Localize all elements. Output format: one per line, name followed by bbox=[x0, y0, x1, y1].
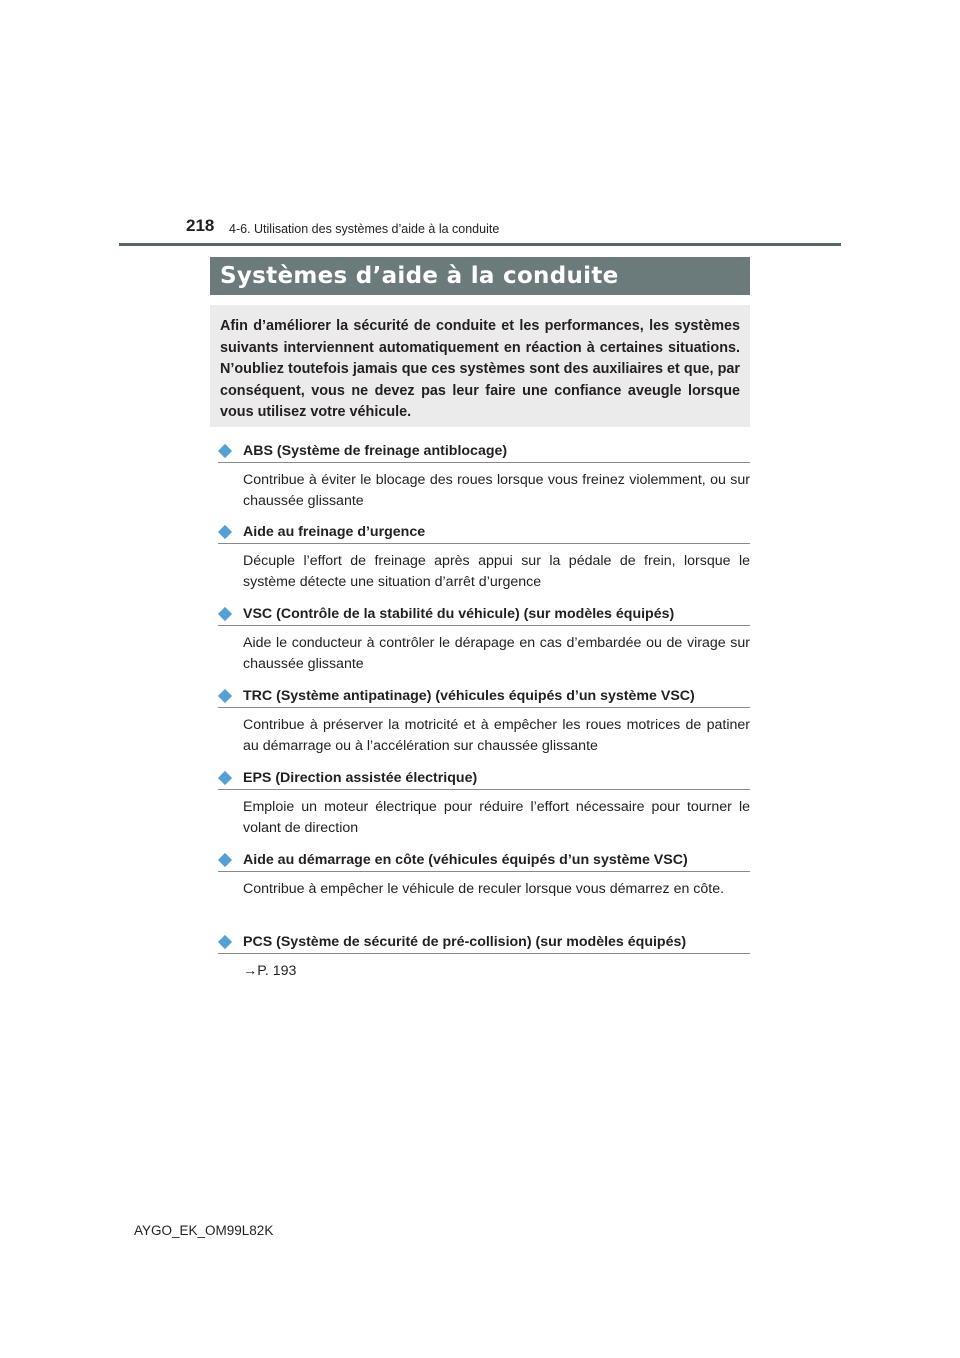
document-code: AYGO_EK_OM99L82K bbox=[134, 1223, 274, 1238]
section-heading-text: EPS (Direction assistée électrique) bbox=[243, 770, 478, 786]
section-heading-text: Aide au freinage d’urgence bbox=[243, 524, 426, 540]
section-heading bbox=[218, 849, 750, 872]
section-heading-text: PCS (Système de sécurité de pré-collision) (sur modèles équipés) bbox=[243, 934, 687, 950]
section-heading bbox=[218, 767, 750, 790]
section-body: Emploie un moteur électrique pour réduire l’effort nécessaire pour tourner le volant de direction bbox=[243, 799, 750, 836]
section-heading bbox=[218, 931, 750, 954]
page-number: 218 bbox=[186, 216, 215, 235]
section-heading-text: Aide au démarrage en côte (véhicules équipés d’un système VSC) bbox=[243, 852, 688, 868]
section-body: Contribue à éviter le blocage des roues lorsque vous freinez violemment, ou sur chaussée glissante bbox=[243, 472, 750, 509]
section-heading-text: VSC (Contrôle de la stabilité du véhicule) (sur modèles équipés) bbox=[243, 606, 675, 622]
section-heading bbox=[218, 603, 750, 626]
section-hill-start-assist bbox=[218, 849, 750, 900]
page-reference-link[interactable]: →P. 193 bbox=[243, 963, 297, 979]
diamond-bullet-icon bbox=[218, 689, 232, 703]
section-emergency-brake-assist bbox=[218, 521, 750, 593]
section-pcs bbox=[218, 931, 750, 982]
diamond-bullet-icon bbox=[218, 853, 232, 867]
diamond-bullet-icon bbox=[218, 525, 232, 539]
diamond-bullet-icon bbox=[218, 607, 232, 621]
diamond-bullet-icon bbox=[218, 935, 232, 949]
section-heading bbox=[218, 685, 750, 708]
section-heading-text: TRC (Système antipatinage) (véhicules équipés d’un système VSC) bbox=[243, 688, 695, 704]
diamond-bullet-icon bbox=[218, 771, 232, 785]
section-body: Contribue à préserver la motricité et à empêcher les roues motrices de patiner au démarrage ou à l’accélération sur chaussée glissante bbox=[243, 717, 750, 754]
section-heading bbox=[218, 521, 750, 544]
intro-text: Afin d’améliorer la sécurité de conduite et les performances, les systèmes suivants interviennent automatiquement en réaction à certaines situations. N’oubliez toutefois jamais que ces systèmes sont des auxiliaires et que, par conséquent, vous ne devez pas leur faire une confiance aveugle lorsque vous utilisez votre véhicule. bbox=[220, 318, 740, 420]
section-heading-text: ABS (Système de freinage antiblocage) bbox=[243, 443, 508, 459]
diamond-bullet-icon bbox=[218, 444, 232, 458]
section-body: Contribue à empêcher le véhicule de reculer lorsque vous démarrez en côte. bbox=[243, 881, 725, 897]
section-body: Décuple l’effort de freinage après appui sur la pédale de frein, lorsque le système détecte une situation d’arrêt d’urgence bbox=[243, 553, 750, 590]
section-body: Aide le conducteur à contrôler le dérapage en cas d’embardée ou de virage sur chaussée glissante bbox=[243, 635, 750, 672]
chapter-title: 4-6. Utilisation des systèmes d’aide à la conduite bbox=[229, 222, 500, 236]
section-eps bbox=[218, 767, 750, 839]
header-divider bbox=[119, 243, 841, 246]
intro-box bbox=[210, 305, 750, 427]
section-trc bbox=[218, 685, 750, 757]
section-abs bbox=[218, 440, 750, 512]
section-vsc bbox=[218, 603, 750, 675]
section-heading bbox=[218, 440, 750, 463]
page-title: Systèmes d’aide à la conduite bbox=[210, 257, 750, 295]
